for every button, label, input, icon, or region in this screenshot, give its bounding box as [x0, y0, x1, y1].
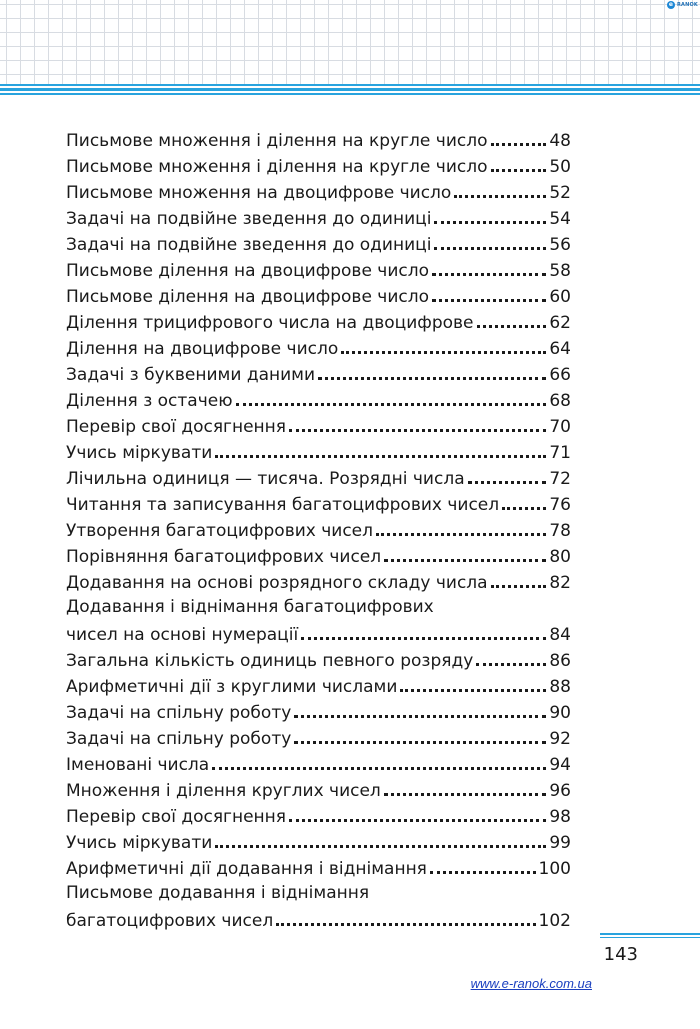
toc-entry-title: Письмове додавання і віднімання — [66, 883, 370, 903]
toc-entry-title: Письмове множення і ділення на кругле число — [66, 157, 488, 177]
toc-entry-title: Іменовані числа — [66, 755, 210, 775]
toc-entry-title: Лічильна одиниця — тисяча. Розрядні числа — [66, 469, 465, 489]
toc-entry-page: 58 — [549, 261, 571, 281]
toc-entry-page: 92 — [549, 729, 571, 749]
toc-entry-title: Перевір свої досягнення — [66, 417, 287, 437]
toc-entry-page: 64 — [549, 339, 571, 359]
toc-entry-title: Додавання і віднімання багатоцифрових — [66, 597, 434, 617]
website-link[interactable]: www.e-ranok.com.ua — [470, 976, 592, 991]
toc-entry-page: 56 — [549, 235, 571, 255]
toc-entry[interactable] — [66, 412, 571, 438]
toc-entry-page: 70 — [549, 417, 571, 437]
toc-entry-title: Письмове множення на двоцифрове число — [66, 183, 452, 203]
toc-entry[interactable] — [66, 334, 571, 360]
toc-entry-title: Ділення трицифрового числа на двоцифрове — [66, 313, 474, 333]
dot-leader — [276, 923, 535, 926]
toc-entry[interactable] — [66, 490, 571, 516]
dot-leader — [432, 299, 546, 302]
dot-leader — [477, 325, 547, 328]
toc-entry-page: 82 — [549, 573, 571, 593]
toc-entry-page: 76 — [549, 495, 571, 515]
dot-leader — [294, 741, 546, 744]
toc-entry-title-continued: чисел на основі нумерації — [66, 625, 299, 645]
toc-entry-title: Ділення з остачею — [66, 391, 233, 411]
dot-leader — [301, 637, 546, 640]
toc-entry[interactable] — [66, 152, 571, 178]
toc-entry-page: 52 — [549, 183, 571, 203]
dot-leader — [491, 585, 547, 588]
toc-entry-title: Задачі на подвійне зведення до одиниці — [66, 209, 432, 229]
footer-divider — [600, 933, 700, 941]
toc-entry-page: 54 — [549, 209, 571, 229]
toc-entry[interactable] — [66, 204, 571, 230]
toc-entry[interactable] — [66, 802, 571, 828]
toc-entry-page: 100 — [538, 859, 571, 879]
dot-leader — [502, 507, 546, 510]
dot-leader — [236, 403, 547, 406]
toc-entry-page: 96 — [549, 781, 571, 801]
toc-entry[interactable] — [66, 126, 571, 152]
toc-entry[interactable] — [66, 880, 571, 932]
toc-entry-page: 90 — [549, 703, 571, 723]
dot-leader — [289, 429, 546, 432]
dot-leader — [384, 793, 547, 796]
dot-leader — [400, 689, 546, 692]
toc-entry[interactable] — [66, 594, 571, 646]
toc-entry-title: Читання та записування багатоцифрових чисел — [66, 495, 500, 515]
toc-entry-title: Арифметичні дії додавання і віднімання — [66, 859, 427, 879]
dot-leader — [341, 351, 546, 354]
toc-entry[interactable] — [66, 750, 571, 776]
toc-entry-title: Порівняння багатоцифрових чисел — [66, 547, 382, 567]
toc-entry-page: 88 — [549, 677, 571, 697]
toc-entry-page: 98 — [549, 807, 571, 827]
toc-entry-title-continued: багатоцифрових чисел — [66, 911, 274, 931]
toc-entry-page: 86 — [549, 651, 571, 671]
toc-entry-title: Додавання на основі розрядного складу числа — [66, 573, 488, 593]
toc-entry-title: Ділення на двоцифрове число — [66, 339, 339, 359]
toc-entry[interactable] — [66, 464, 571, 490]
toc-entry-title: Письмове ділення на двоцифрове число — [66, 261, 430, 281]
toc-entry[interactable] — [66, 542, 571, 568]
toc-entry-title: Задачі на спільну роботу — [66, 703, 292, 723]
dot-leader — [491, 169, 547, 172]
toc-entry[interactable] — [66, 178, 571, 204]
dot-leader — [430, 871, 536, 874]
toc-entry[interactable] — [66, 568, 571, 594]
toc-entry-title: Задачі на спільну роботу — [66, 729, 292, 749]
toc-entry[interactable] — [66, 646, 571, 672]
toc-entry[interactable] — [66, 282, 571, 308]
dot-leader — [434, 221, 546, 224]
toc-entry[interactable] — [66, 828, 571, 854]
toc-entry-title: Письмове множення і ділення на кругле число — [66, 131, 488, 151]
table-of-contents — [66, 126, 571, 932]
toc-entry-page: 72 — [549, 469, 571, 489]
toc-entry-page: 99 — [549, 833, 571, 853]
toc-entry[interactable] — [66, 854, 571, 880]
dot-leader — [294, 715, 546, 718]
toc-entry[interactable] — [66, 516, 571, 542]
header-divider — [0, 84, 700, 96]
toc-entry-title: Письмове ділення на двоцифрове число — [66, 287, 430, 307]
dot-leader — [476, 663, 546, 666]
dot-leader — [318, 377, 546, 380]
toc-entry[interactable] — [66, 308, 571, 334]
logo-icon: e — [668, 0, 673, 8]
toc-entry-title: Задачі з буквеними даними — [66, 365, 316, 385]
page-number: 143 — [603, 944, 638, 965]
logo-text: RANOK — [676, 1, 698, 8]
toc-entry[interactable] — [66, 776, 571, 802]
toc-entry[interactable] — [66, 698, 571, 724]
toc-entry[interactable] — [66, 360, 571, 386]
dot-leader — [215, 845, 546, 848]
toc-entry-title: Множення і ділення круглих чисел — [66, 781, 381, 801]
toc-entry-page: 68 — [549, 391, 571, 411]
toc-entry-page: 62 — [549, 313, 571, 333]
publisher-logo — [667, 0, 698, 9]
dot-leader — [454, 195, 546, 198]
toc-entry-title: Учись міркувати — [66, 833, 213, 853]
toc-entry-title: Утворення багатоцифрових чисел — [66, 521, 373, 541]
toc-entry-title: Арифметичні дії з круглими числами — [66, 677, 398, 697]
toc-entry-page: 50 — [549, 157, 571, 177]
toc-entry[interactable] — [66, 724, 571, 750]
toc-entry-page: 94 — [549, 755, 571, 775]
toc-entry[interactable] — [66, 672, 571, 698]
toc-entry-page: 60 — [549, 287, 571, 307]
toc-entry[interactable] — [66, 256, 571, 282]
toc-entry-page: 78 — [549, 521, 571, 541]
dot-leader — [215, 455, 546, 458]
dot-leader — [432, 273, 546, 276]
toc-entry-page: 84 — [549, 625, 571, 645]
dot-leader — [376, 533, 546, 536]
toc-entry-page: 48 — [549, 131, 571, 151]
dot-leader — [384, 559, 546, 562]
toc-entry-title: Загальна кількість одиниць певного розряду — [66, 651, 474, 671]
toc-entry-title: Учись міркувати — [66, 443, 213, 463]
toc-entry-page: 80 — [549, 547, 571, 567]
dot-leader — [468, 481, 547, 484]
toc-entry-page: 66 — [549, 365, 571, 385]
dot-leader — [491, 143, 547, 146]
toc-entry-page: 102 — [538, 911, 571, 931]
toc-entry-page: 71 — [549, 443, 571, 463]
toc-entry[interactable] — [66, 230, 571, 256]
toc-entry[interactable] — [66, 438, 571, 464]
toc-entry-title: Перевір свої досягнення — [66, 807, 287, 827]
dot-leader — [289, 819, 546, 822]
dot-leader — [434, 247, 546, 250]
toc-entry-title: Задачі на подвійне зведення до одиниці — [66, 235, 432, 255]
grid-header — [0, 0, 700, 84]
toc-entry[interactable] — [66, 386, 571, 412]
dot-leader — [212, 767, 546, 770]
